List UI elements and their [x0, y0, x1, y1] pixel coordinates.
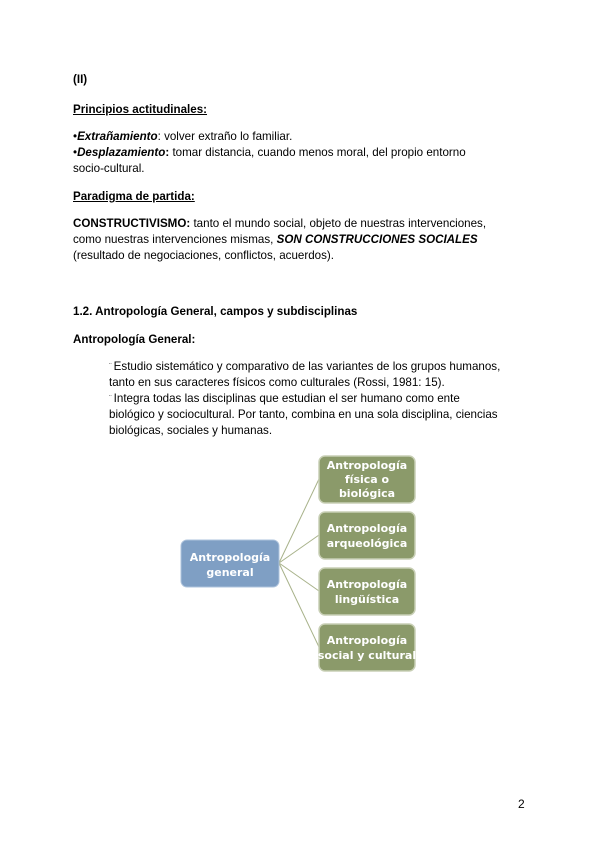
connector-line [279, 535, 319, 563]
connector-line [279, 563, 319, 591]
term-extranamiento: Extrañamiento [77, 130, 158, 143]
diagram-root-node [181, 540, 279, 587]
child-label-line: Antropología [326, 578, 408, 591]
child-box [319, 512, 415, 559]
root-label-line-1: Antropología [189, 551, 271, 564]
child-label-line: Antropología [326, 522, 408, 535]
diagram-connectors [279, 479, 319, 647]
list-marker-icon: ¨ [109, 362, 112, 371]
section-marker: (II) [73, 73, 88, 86]
paradigma-line-3: (resultado de negociaciones, conflictos, acuerdos). [73, 249, 335, 262]
paradigma-text: tanto el mundo social, objeto de nuestras intervenciones, [190, 217, 487, 230]
child-label-line: social y cultural [317, 649, 417, 662]
bullet: • [73, 130, 78, 143]
paradigma-heading: Paradigma de partida: [73, 190, 195, 203]
child-label-line: Antropología [326, 459, 408, 472]
child-box [319, 624, 415, 671]
root-label-line-2: general [206, 566, 254, 579]
child-label-line: arqueológica [326, 537, 408, 550]
connector-line [279, 563, 319, 647]
list-marker-icon: ¨ [109, 394, 112, 403]
child-label-line: biológica [338, 487, 396, 500]
definition-text: volver extraño lo familiar. [160, 130, 293, 143]
separator: : [157, 130, 161, 143]
diagram-child-linguistica [319, 568, 415, 615]
definition-text: Integra todas las disciplinas que estudian el ser humano como ente [113, 392, 460, 405]
section-title: 1.2. Antropología General, campos y subdisciplinas [73, 305, 358, 318]
definition-2-line-3: biológicas, sociales y humanas. [109, 424, 273, 437]
definition-continuation: socio-cultural. [73, 162, 145, 175]
paradigma-text: como nuestras intervenciones mismas, [73, 233, 277, 246]
separator: : [165, 146, 170, 159]
principios-heading: Principios actitudinales: [73, 103, 208, 116]
child-label-line: Antropología [326, 634, 408, 647]
term-desplazamiento: Desplazamiento [77, 146, 166, 159]
child-label-line: lingüística [334, 593, 400, 606]
diagram-child-arqueologica [319, 512, 415, 559]
bullet: • [73, 146, 78, 159]
term-constructivismo: CONSTRUCTIVISMO: [73, 217, 191, 230]
antropologia-general-subheading: Antropología General: [73, 333, 196, 346]
definition-text: Estudio sistemático y comparativo de las variantes de los grupos humanos, [113, 360, 501, 373]
definition-text: tomar distancia, cuando menos moral, del propio entorno [169, 146, 466, 159]
page-number: 2 [518, 797, 525, 811]
diagram-child-fisica [319, 456, 415, 503]
diagram-child-social [318, 624, 416, 671]
definition-2-line-2: biológico y sociocultural. Por tanto, combina en una sola disciplina, ciencias [109, 408, 498, 421]
definition-1-line-2: tanto en sus caracteres físicos como culturales (Rossi, 1981: 15). [109, 376, 445, 389]
emphasis-construcciones: SON CONSTRUCCIONES SOCIALES [276, 233, 478, 246]
connector-line [279, 479, 319, 563]
child-box [319, 568, 415, 615]
child-label-line: física o [344, 473, 390, 486]
